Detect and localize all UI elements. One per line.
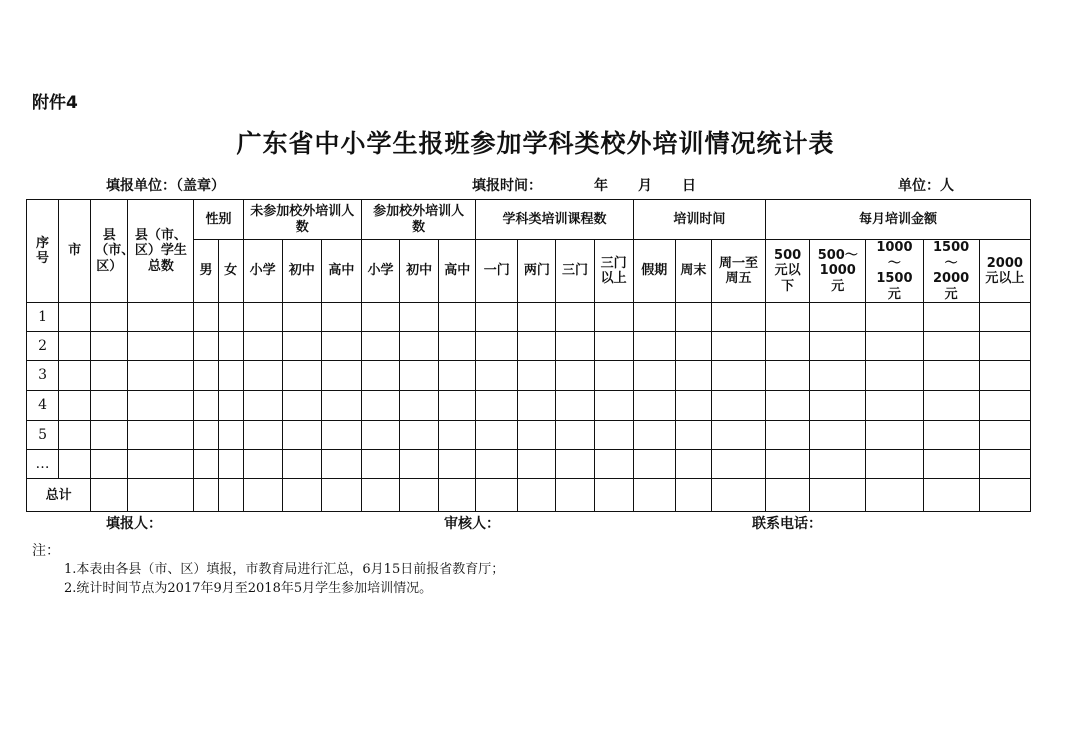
- table-cell: [518, 303, 556, 332]
- table-cell: [518, 361, 556, 391]
- table-cell: [810, 303, 866, 332]
- table-cell: [282, 303, 321, 332]
- table-cell: [218, 421, 243, 450]
- table-cell: [321, 391, 361, 421]
- row-number: 2: [27, 332, 59, 361]
- table-cell: [476, 479, 518, 512]
- table-cell: [282, 421, 321, 450]
- table-cell: [594, 479, 633, 512]
- table-cell: [194, 303, 218, 332]
- table-cell: [866, 391, 923, 421]
- header-nj-primary: 小学: [243, 240, 282, 303]
- table-cell: [518, 479, 556, 512]
- header-gender: 性别: [194, 200, 243, 240]
- table-cell: [243, 450, 282, 479]
- table-cell: [556, 361, 594, 391]
- table-cell: [711, 421, 765, 450]
- table-cell: [91, 479, 128, 512]
- table-cell: [675, 332, 711, 361]
- table-cell: [218, 479, 243, 512]
- table-cell: [711, 361, 765, 391]
- table-cell: [218, 450, 243, 479]
- table-cell: [866, 361, 923, 391]
- table-cell: [243, 303, 282, 332]
- reviewer-label: 审核人：: [444, 516, 500, 532]
- header-holiday: 假期: [633, 240, 675, 303]
- month-label: 月: [638, 178, 652, 194]
- header-not-joined: 未参加校外培训人数: [243, 200, 361, 240]
- table-cell: [675, 391, 711, 421]
- table-cell: [321, 361, 361, 391]
- table-cell: [282, 479, 321, 512]
- header-nj-junior: 初中: [282, 240, 321, 303]
- header-j-junior: 初中: [400, 240, 439, 303]
- table-cell: [218, 361, 243, 391]
- row-number: 1: [27, 303, 59, 332]
- table-cell: [361, 450, 399, 479]
- table-cell: [556, 332, 594, 361]
- table-cell: [633, 450, 675, 479]
- table-cell: [711, 303, 765, 332]
- table-cell: [675, 421, 711, 450]
- table-cell: [476, 450, 518, 479]
- table-cell: [243, 421, 282, 450]
- total-row: [27, 479, 1031, 512]
- table-cell: [711, 391, 765, 421]
- table-cell: [979, 303, 1030, 332]
- note-item: 2.统计时间节点为2017年9月至2018年5月学生参加培训情况。: [64, 581, 433, 596]
- table-cell: [400, 332, 439, 361]
- table-cell: [766, 361, 810, 391]
- table-cell: [633, 391, 675, 421]
- table-cell: [439, 479, 476, 512]
- table-row: [27, 361, 1031, 391]
- table-cell: [243, 361, 282, 391]
- header-training-time: 培训时间: [633, 200, 765, 240]
- table-cell: [361, 332, 399, 361]
- table-cell: [810, 332, 866, 361]
- table-cell: [439, 391, 476, 421]
- table-cell: [91, 303, 128, 332]
- table-cell: [243, 391, 282, 421]
- phone-label: 联系电话：: [752, 516, 822, 532]
- table-cell: [128, 479, 194, 512]
- table-cell: [766, 479, 810, 512]
- header-fee-500-1000: 500～1000元: [810, 240, 866, 303]
- table-cell: [400, 391, 439, 421]
- table-cell: [439, 332, 476, 361]
- table-cell: [128, 361, 194, 391]
- header-joined: 参加校外培训人数: [361, 200, 475, 240]
- table-cell: [675, 450, 711, 479]
- table-cell: [556, 391, 594, 421]
- table-cell: [633, 303, 675, 332]
- table-cell: [556, 303, 594, 332]
- table-cell: [866, 450, 923, 479]
- table-cell: [128, 303, 194, 332]
- table-cell: [810, 479, 866, 512]
- table-cell: [766, 332, 810, 361]
- table-cell: [979, 391, 1030, 421]
- table-cell: [766, 391, 810, 421]
- table-cell: [128, 421, 194, 450]
- table-cell: [556, 421, 594, 450]
- header-j-senior: 高中: [439, 240, 476, 303]
- header-fee-over-2000: 2000元以上: [979, 240, 1030, 303]
- table-cell: [518, 421, 556, 450]
- table-cell: [633, 361, 675, 391]
- table-cell: [594, 391, 633, 421]
- table-cell: [128, 332, 194, 361]
- table-cell: [91, 421, 128, 450]
- table-cell: [923, 391, 979, 421]
- table-cell: [91, 332, 128, 361]
- header-over-three-courses: 三门以上: [594, 240, 633, 303]
- table-row: [27, 332, 1031, 361]
- table-cell: [400, 361, 439, 391]
- table-cell: [866, 303, 923, 332]
- table-cell: [282, 450, 321, 479]
- table-cell: [979, 479, 1030, 512]
- table-cell: [518, 450, 556, 479]
- table-cell: [282, 361, 321, 391]
- row-number: …: [27, 450, 59, 479]
- table-cell: [361, 421, 399, 450]
- table-cell: [923, 479, 979, 512]
- table-cell: [400, 479, 439, 512]
- table-cell: [675, 479, 711, 512]
- table-cell: [594, 303, 633, 332]
- table-cell: [439, 361, 476, 391]
- table-cell: [439, 421, 476, 450]
- row-number: 4: [27, 391, 59, 421]
- table-cell: [128, 391, 194, 421]
- statistics-table: [26, 199, 1031, 512]
- page-title: 广东省中小学生报班参加学科类校外培训情况统计表: [236, 129, 835, 158]
- header-three-courses: 三门: [556, 240, 594, 303]
- table-cell: [675, 303, 711, 332]
- table-cell: [400, 303, 439, 332]
- table-cell: [321, 421, 361, 450]
- reporting-time-label: 填报时间：: [472, 178, 542, 194]
- header-weekend: 周末: [675, 240, 711, 303]
- table-cell: [476, 303, 518, 332]
- notes-label: 注：: [32, 543, 60, 559]
- day-label: 日: [682, 178, 696, 194]
- table-cell: [59, 421, 91, 450]
- header-one-course: 一门: [476, 240, 518, 303]
- table-cell: [810, 421, 866, 450]
- table-cell: [633, 479, 675, 512]
- table-cell: [594, 332, 633, 361]
- header-fee-under-500: 500元以下: [766, 240, 810, 303]
- table-cell: [476, 391, 518, 421]
- table-cell: [321, 450, 361, 479]
- header-male: 男: [194, 240, 218, 303]
- row-number: 5: [27, 421, 59, 450]
- table-cell: [218, 391, 243, 421]
- table-cell: [923, 450, 979, 479]
- header-two-courses: 两门: [518, 240, 556, 303]
- table-cell: [218, 303, 243, 332]
- header-city: 市: [59, 200, 91, 303]
- table-cell: [675, 361, 711, 391]
- table-cell: [594, 421, 633, 450]
- header-seq: 序号: [27, 200, 59, 303]
- table-cell: [439, 450, 476, 479]
- table-cell: [59, 303, 91, 332]
- table-cell: [979, 421, 1030, 450]
- table-cell: [400, 450, 439, 479]
- table-cell: [194, 391, 218, 421]
- header-county: 县（市、区）: [91, 200, 128, 303]
- table-cell: [282, 391, 321, 421]
- header-female: 女: [218, 240, 243, 303]
- table-cell: [711, 479, 765, 512]
- row-number: 3: [27, 361, 59, 391]
- table-cell: [321, 303, 361, 332]
- table-cell: [923, 361, 979, 391]
- table-cell: [91, 450, 128, 479]
- header-course-count: 学科类培训课程数: [476, 200, 633, 240]
- table-cell: [91, 391, 128, 421]
- table-cell: [979, 361, 1030, 391]
- table-cell: [91, 361, 128, 391]
- table-cell: [59, 361, 91, 391]
- table-cell: [194, 450, 218, 479]
- table-cell: [923, 421, 979, 450]
- table-cell: [361, 479, 399, 512]
- unit-of-measure: 单位：人: [898, 178, 954, 194]
- table-cell: [866, 332, 923, 361]
- reporting-unit-label: 填报单位：（盖章）: [106, 178, 225, 194]
- table-row: [27, 450, 1031, 479]
- header-fee-1500-2000: 1500～2000元: [923, 240, 979, 303]
- table-cell: [243, 332, 282, 361]
- table-cell: [594, 450, 633, 479]
- table-cell: [243, 479, 282, 512]
- header-weekday: 周一至周五: [711, 240, 765, 303]
- table-cell: [400, 421, 439, 450]
- total-label: 总计: [27, 479, 91, 512]
- table-cell: [766, 421, 810, 450]
- filler-label: 填报人：: [106, 516, 162, 532]
- table-cell: [711, 450, 765, 479]
- table-cell: [194, 332, 218, 361]
- table-row: [27, 421, 1031, 450]
- reporting-time: [472, 175, 696, 195]
- table-cell: [361, 391, 399, 421]
- table-cell: [59, 391, 91, 421]
- table-cell: [321, 332, 361, 361]
- table-cell: [439, 303, 476, 332]
- table-cell: [194, 479, 218, 512]
- table-cell: [633, 332, 675, 361]
- header-total-students: 县（市、区）学生总数: [128, 200, 194, 303]
- table-cell: [194, 421, 218, 450]
- attachment-label: 附件4: [32, 93, 78, 113]
- table-cell: [923, 303, 979, 332]
- table-cell: [866, 479, 923, 512]
- table-cell: [556, 450, 594, 479]
- table-cell: [766, 450, 810, 479]
- table-cell: [810, 391, 866, 421]
- table-cell: [979, 332, 1030, 361]
- table-cell: [556, 479, 594, 512]
- table-cell: [282, 332, 321, 361]
- table-cell: [633, 421, 675, 450]
- table-cell: [518, 391, 556, 421]
- table-row: [27, 303, 1031, 332]
- table-cell: [979, 450, 1030, 479]
- table-cell: [321, 479, 361, 512]
- header-monthly-fee: 每月培训金额: [766, 200, 1031, 240]
- table-cell: [476, 421, 518, 450]
- table-cell: [194, 361, 218, 391]
- year-label: 年: [594, 178, 608, 194]
- table-row: [27, 391, 1031, 421]
- header-j-primary: 小学: [361, 240, 399, 303]
- table-cell: [128, 450, 194, 479]
- table-cell: [361, 303, 399, 332]
- header-nj-senior: 高中: [321, 240, 361, 303]
- table-cell: [866, 421, 923, 450]
- note-item: 1.本表由各县（市、区）填报，市教育局进行汇总，6月15日前报省教育厅；: [64, 562, 505, 577]
- table-cell: [810, 361, 866, 391]
- table-cell: [476, 332, 518, 361]
- table-cell: [361, 361, 399, 391]
- table-cell: [766, 303, 810, 332]
- table-cell: [59, 332, 91, 361]
- header-fee-1000-1500: 1000～1500元: [866, 240, 923, 303]
- table-cell: [518, 332, 556, 361]
- table-cell: [923, 332, 979, 361]
- table-cell: [59, 450, 91, 479]
- table-cell: [594, 361, 633, 391]
- table-cell: [476, 361, 518, 391]
- table-cell: [711, 332, 765, 361]
- table-cell: [218, 332, 243, 361]
- table-cell: [810, 450, 866, 479]
